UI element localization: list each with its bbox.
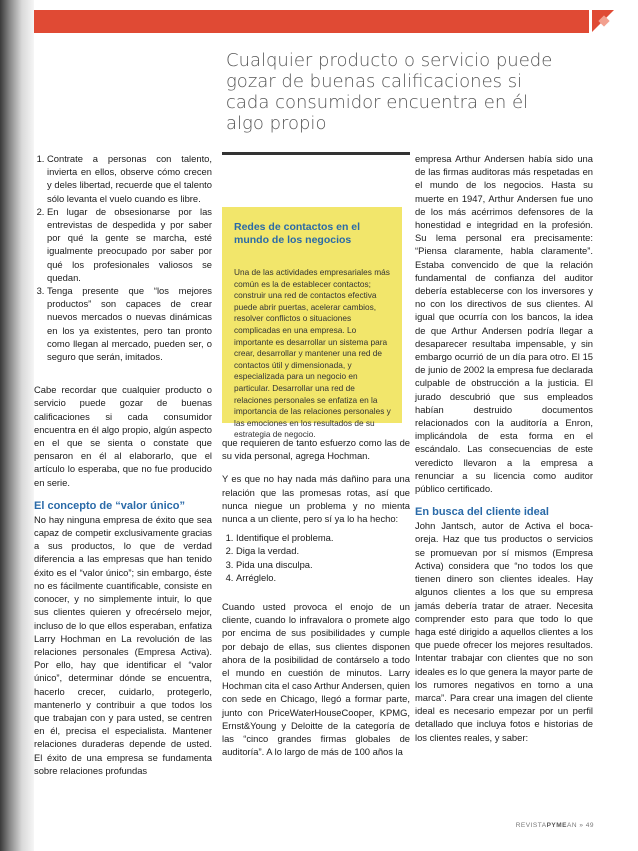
list-item: 1. Contrate a personas con talento, invierta en ellos, observe cómo crecen y deles libertad, recuerde que el talento sólo levanta el vuelo cuando es libre. [47,152,212,205]
list-item: 3. Tenga presente que “los mejores productos” son capaces de crear nuevos mercados o nuevas dinámicas en los ya existentes, pero tan pronto como llegan al mercado, pueden ser, o seguro que serán, imitados. [47,284,212,363]
paragraph: que requieren de tanto esfuerzo como las de su vida personal, agrega Hochman. [222,437,410,462]
paragraph: empresa Arthur Andersen había sido una de las firmas auditoras más respetadas en el mundo de los negocios. Hasta su muerte en 1947, Arthur Andersen fue uno de los más acérrimos defensores de la honestidad e integridad en la profesión. Su lema personal era precisamente: “Piensa claramente, habla claramente”. Estaba convencido de que la relación fundamental de confianza del auditor debería establecerse con los inversores y no con los directivos de sus clientes. Al igual que ocurría con los bancos, la idea de que Arthur Andersen podría llegar a desaparecer resultaba impensable, y sin embargo ocurrió de un día para otro. El 15 de junio de 2002 la empresa fue declarada culpable de obstrucción a la justicia. El jurado descubrió que sus empleados habían destruido documentos relacionados con la auditoría a Enron, implicándola de esta forma en el escándalo. Las consecuencias de este veredicto llevaron a la empresa a renunciar a su licencia como auditor público certificado. [415,153,593,495]
footer-brand: PYME [546,822,567,829]
list-item: 4. Arréglelo. [236,571,410,584]
sidebar-title: Redes de contactos en el mundo de los negocios [234,221,361,246]
list-item: 3. Pida una disculpa. [236,558,410,571]
paragraph: Cabe recordar que cualquier producto o servicio puede gozar de buenas calificaciones si cada consumidor encuentra en él algo propio, algún aspecto en el que se sienta o constate que pensaron en él al elaborarlo, que el artículo lo esperaba, que no fue producido en serie. [34,384,212,488]
article-column-2 [222,436,410,758]
paragraph: No hay ninguna empresa de éxito que sea capaz de competir exclusivamente gracias a sus productos, lo que de verdad diferencia a las empresas que han tenido éxito es el “valor único”; sin embargo, éste no es fácilmente cuantificable, consiste en conocer, y no simplemente intuir, lo que sus clientes quieren y ofrecérselo mejor, incluso de lo que ellos esperaban, enfatiza Larry Hochman en La revolución de las relaciones personales (Empresa Activa). Por ello, hay que identificar el “valor único”, determinar dónde se encuentra, hacerlo crecer, cuidarlo, protegerlo, mantenerlo y contribuir a que todos los que trabajan con y para usted, se centren en él, precisa el especialista. Mantener relaciones duraderas depende de usted. El éxito de una empresa se fundamenta sobre relaciones profundas [34,513,212,776]
section-heading: En busca del cliente ideal [415,506,549,519]
footer-page-number: AN » 49 [567,822,594,829]
article-column-1 [34,152,212,777]
list-item: 2. En lugar de obsesionarse por las entrevistas de despedida y por saber por qué la gente se marcha, esté igualmente preocupado por saber por qué los profesionales valiosos se quedan. [47,205,212,284]
paragraph: John Jantsch, autor de Activa el boca-oreja. Haz que tus productos o servicios se promuevan por sí mismos (Empresa Activa) considera que “no todos los que tienen dinero son clientes ideales. Hay algunos clientes a los que su empresa jamás debería tratar de atraer. Necesita comprender esto para que todo lo que haga esté dirigido a aquellos clientes a los que puede ofrecer los mejores resultados. Intentar trabajar con clientes que no son ideales es lo que genera la mayor parte de los rumores negativos en torno a una marca”. Para crear una imagen del cliente ideal es necesario empezar por un perfil detallado que incluya fotos e historias de los clientes reales, y saber: [415,520,593,743]
footer-prefix: REVISTA [515,822,547,829]
list-item: 2. Diga la verdad. [236,544,410,557]
list-item: 1. Identifique el problema. [236,531,410,544]
section-heading: El concepto de “valor único” [34,499,185,512]
paragraph: Cuando usted provoca el enojo de un cliente, cuando lo infravalora o promete algo por encima de sus posibilidades y cumple por debajo de ellas, sus clientes disponen ahora de la posibilidad de contárselo a todo el mundo en cuestión de minutos. Larry Hochman cita el caso Arthur Andersen, quien con sede en Chicago, llegó a formar parte, junto con PriceWaterHouseCooper, KPMG, Ernst&Young y Deloitte de la categoría de las “cinco grandes firmas globales de auditoría”. A lo largo de más de 100 años la [222,601,410,758]
page-footer [516,822,594,829]
steps-list [222,531,410,584]
tips-list [34,152,212,363]
sidebar-body: Una de las actividades empresariales más común es la de establecer contactos; construir una red de contactos efectiva puede abrir puertas, acelerar cambios, resolver conflictos o situaciones complicadas en una empresa. Lo importante es desarrollar un sistema para crear, desarrollar y mantener una red de contactos útil y dimensionada, y especializada para un negocio en particular. Desarrollar una red de relaciones personales se enfatiza en la importancia de las relaciones personales y las emociones en los resultados de su estrategia de negocio. [234,267,391,440]
page-spine-shadow [0,0,34,851]
highlight-box [222,207,402,440]
article-column-3 [415,152,593,744]
sidebar-top-rule [222,152,410,155]
header-color-bar [34,10,589,33]
sidebar-box [222,152,410,440]
pull-quote-headline: Cualquier producto o servicio puede gozar de buenas calificaciones si cada consumidor encuentra en él algo propio [226,50,553,134]
paragraph: Y es que no hay nada más dañino para una relación que las promesas rotas, así que nunca niegue un problema y no mienta nunca a un cliente, pero sí ya lo ha hecho: [222,473,410,525]
